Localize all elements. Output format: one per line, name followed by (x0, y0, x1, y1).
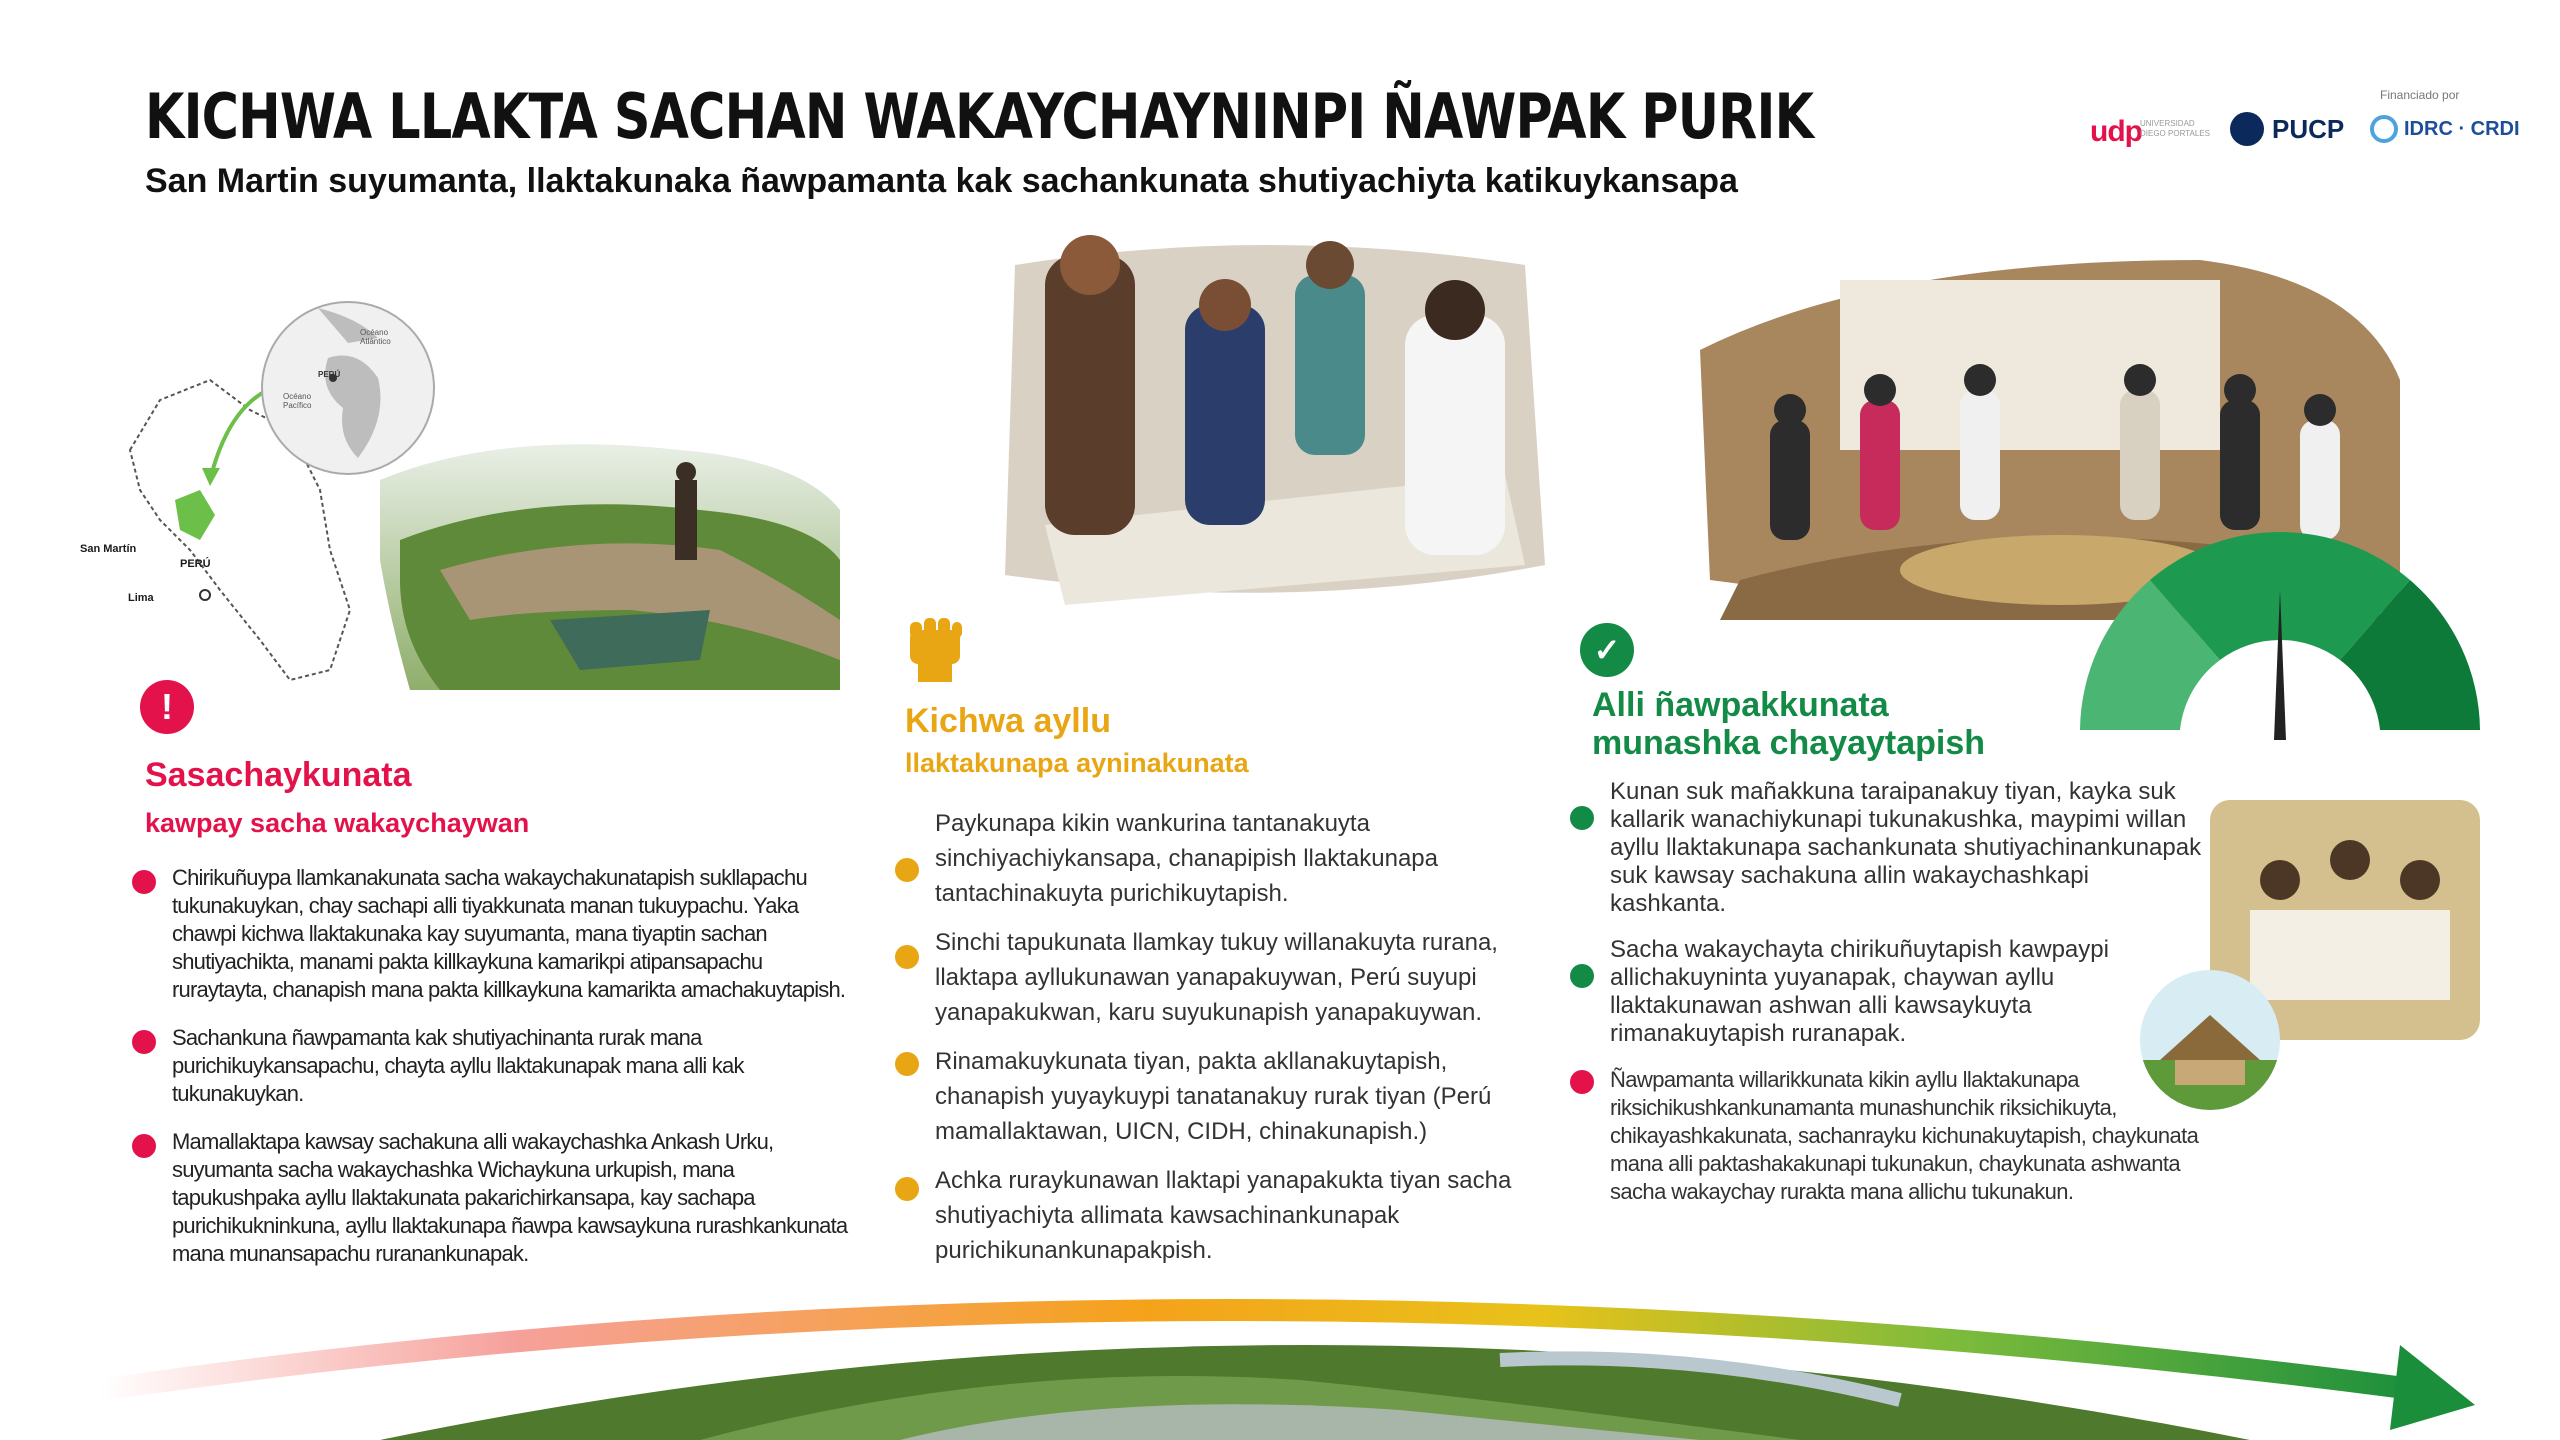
bullet-icon (895, 945, 919, 969)
arrow-head-icon (2390, 1345, 2475, 1430)
section1-subheading: kawpay sacha wakaychaywan (145, 808, 530, 838)
idrc-logo-text: IDRC · CRDI (2404, 117, 2520, 140)
map-label-peru: PERÚ (180, 558, 211, 570)
community-workshop-photo (985, 225, 1555, 615)
river-boat-photo (380, 420, 840, 690)
checkmark-icon: ✓ (1580, 623, 1634, 677)
list-item: Achka ruraykunawan llaktapi yanapakukta tiyan sacha shutiyachiyta allimata kawsachinankunapak purichikunankunapakpish. (895, 1163, 1535, 1268)
pucp-logo-text: PUCP (2272, 113, 2345, 144)
section1-heading: Sasachaykunata (145, 756, 412, 794)
bullet-icon (132, 1030, 156, 1054)
section2-list (895, 806, 1535, 1282)
pucp-emblem-icon (2230, 112, 2264, 146)
bullet-icon (895, 858, 919, 882)
list-item: Paykunapa kikin wankurina tantanakuyta sinchiyachiykansapa, chanapipish llaktakunapa tantachinakuyta purichikuytapish. (895, 806, 1535, 911)
section3-heading-line2: munashka chayaytapish (1592, 724, 1986, 762)
lima-marker (200, 590, 210, 600)
list-item: Mamallaktapa kawsay sachakuna alli wakaychashka Ankash Urku, suyumanta sacha wakaychashka Wichaykuna urkupish, mana tapukushpaka ayllu llaktakunata pakarichirkansapa, kay sachapa purichikukninkuna, ayllu llaktakunapa ñawpa kawsaykuna rurashkankunata mana munansapachu ruranankunapak. (132, 1128, 852, 1268)
pucp-logo (2230, 112, 2344, 146)
list-item: Ñawpamanta willarikkunata kikin ayllu llaktakunapa riksichikushkankunamanta munashunchik riksichikuyta, chikayashkakunata, sachanrayku kichunakuytapish, chaykunata mana alli paktashakakunapi tukunakun, chaykunata ashwanta sacha wakaychay rurakta mana allichu tukunakun. (1570, 1066, 2210, 1206)
bullet-icon (132, 870, 156, 894)
list-item: Rinamakuykunata tiyan, pakta akllanakuytapish, chanapish yuyaykuypi tanatanakuy rurak tiyan (Perú mamallaktawan, UICN, CIDH, chinakunapish.) (895, 1044, 1535, 1149)
progress-gauge (2070, 520, 2490, 740)
bullet-icon (895, 1052, 919, 1076)
warning-icon: ! (140, 680, 194, 734)
bullet-icon (1570, 806, 1594, 830)
section3-list (1570, 778, 2210, 1226)
globe-label-pacific: Océano Pacífico (283, 392, 312, 410)
section2-heading: Kichwa ayllu (905, 702, 1111, 740)
list-item: Sinchi tapukunata llamkay tukuy willanakuyta rurana, llaktapa ayllukunawan yanapakuywan, Perú suyupi yanapakukwan, karu suyukunapish yanapakuywan. (895, 925, 1535, 1030)
section1-list (132, 864, 852, 1288)
section3-heading-line1: Alli ñawpakkunata (1592, 686, 1889, 724)
bottom-landscape (0, 1240, 2560, 1440)
list-item: Sacha wakaychayta chirikuñuytapish kawpaypi allichakuyninta yuyanapak, chaywan ayllu llaktakunawan ashwan alli kawsaykuyta rimanakuytapish ruranapak. (1570, 936, 2210, 1048)
section2-subheading: llaktakunapa ayninakunata (905, 748, 1249, 778)
idrc-emblem-icon (2370, 115, 2398, 143)
bullet-icon (132, 1134, 156, 1158)
page-title: KICHWA LLAKTA SACHAN WAKAYCHAYNINPI ÑAWPAK PURIK (145, 80, 1814, 153)
map-label-san-martin: San Martín (80, 543, 137, 555)
map-label-lima: Lima (128, 592, 154, 604)
page-subtitle: San Martin suyumanta, llaktakunaka ñawpamanta kak sachankunata shutiyachiyta katikuykansapa (145, 162, 1738, 200)
list-item: Kunan suk mañakkuna taraipanakuy tiyan, kayka suk kallarik wanachiykunapi tukunakushka, maypimi willan ayllu llaktakunapa sachankunata shutiyachinankunapak suk kawsay sachakuna allin wakaychashkapi kashkanta. (1570, 778, 2210, 918)
list-item: Chirikuñuypa llamkanakunata sacha wakaychakunatapish sukllapachu tukunakuykan, chay sachapi alli tiyakkunata manan tukuypachu. Yaka chawpi kichwa llaktakunaka kay suyumanta, mana tiyaptin sachan shutiyachikta, manami pakta killkaykuna kamarikpi atipansapachu ruraytayta, chanapish mana pakta killkaykuna kamarikta amachakuytapish. (132, 864, 852, 1004)
globe-label-atlantic: Océano Atlántico (360, 328, 391, 346)
bullet-icon (1570, 964, 1594, 988)
globe-label-peru: PERÚ (318, 370, 341, 379)
funded-by-label: Financiado por (2380, 88, 2460, 102)
list-item: Sachankuna ñawpamanta kak shutiyachinanta rurak mana purichikuykansapachu, chayta ayllu llaktakunapak mana alli kak tukunakuykan. (132, 1024, 852, 1108)
udp-logo-subtext: UNIVERSIDAD DIEGO PORTALES (2140, 119, 2210, 138)
bullet-icon (895, 1177, 919, 1201)
bullet-icon (1570, 1070, 1594, 1094)
udp-logo: udp (2090, 115, 2142, 148)
raised-fist-icon (902, 612, 968, 684)
idrc-logo (2370, 115, 2520, 143)
